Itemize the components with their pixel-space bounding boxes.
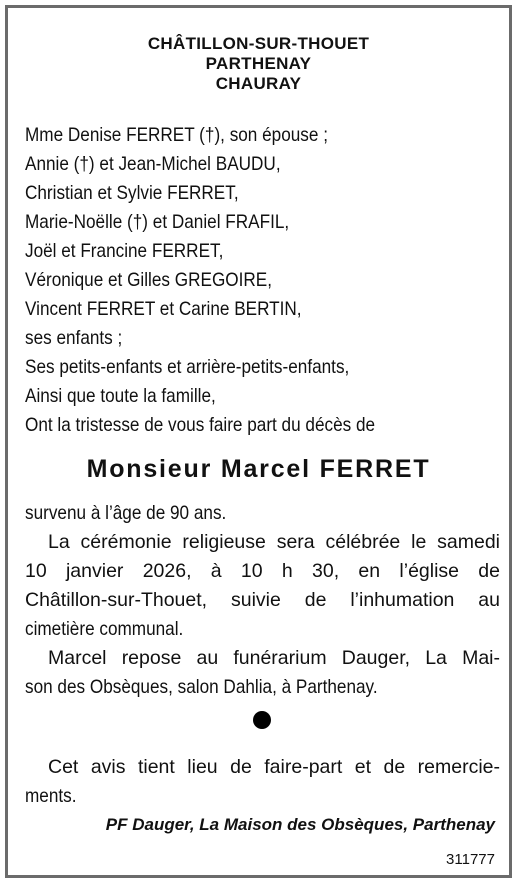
body-line: cimetière communal. (25, 618, 184, 640)
header-town-1: CHÂTILLON-SUR-THOUET (147, 34, 370, 53)
family-line: Véronique et Gilles GREGOIRE, (25, 269, 273, 291)
closing-line: ments. (25, 785, 77, 807)
signature: PF Dauger, La Maison des Obsèques, Parthenay (105, 815, 495, 834)
family-line: Ses petits-enfants et arrière-petits-enfants, (25, 356, 350, 378)
body-line: 10 janvier 2026, à 10 h 30, en l’église de (25, 560, 500, 582)
family-line: ses enfants ; (25, 327, 123, 349)
body-line: Châtillon-sur-Thouet, suivie de l’inhumation au (25, 589, 500, 611)
closing-line: Cet avis tient lieu de faire-part et de remercie- (48, 756, 500, 778)
family-line: Mme Denise FERRET (†), son épouse ; (25, 124, 328, 146)
family-line: Marie-Noëlle (†) et Daniel FRAFIL, (25, 211, 290, 233)
header-town-3: CHAURAY (215, 74, 302, 93)
family-line: Vincent FERRET et Carine BERTIN, (25, 298, 302, 320)
body-line: La cérémonie religieuse sera célébrée le samedi (48, 531, 500, 553)
reference-number: 311777 (446, 851, 495, 868)
family-line: Joël et Francine FERRET, (25, 240, 224, 262)
body-line: son des Obsèques, salon Dahlia, à Parthenay. (25, 676, 378, 698)
separator-bullet-icon (253, 711, 271, 729)
family-line: Ainsi que toute la famille, (25, 385, 216, 407)
obituary-notice (5, 5, 512, 878)
body-line: Marcel repose au funérarium Dauger, La Mai- (48, 647, 500, 669)
family-line: Ont la tristesse de vous faire part du décès de (25, 414, 376, 436)
deceased-name: Monsieur Marcel FERRET (86, 455, 431, 483)
header-town-2: PARTHENAY (205, 54, 312, 73)
family-line: Christian et Sylvie FERRET, (25, 182, 239, 204)
family-line: Annie (†) et Jean-Michel BAUDU, (25, 153, 281, 175)
body-line: survenu à l’âge de 90 ans. (25, 502, 227, 524)
